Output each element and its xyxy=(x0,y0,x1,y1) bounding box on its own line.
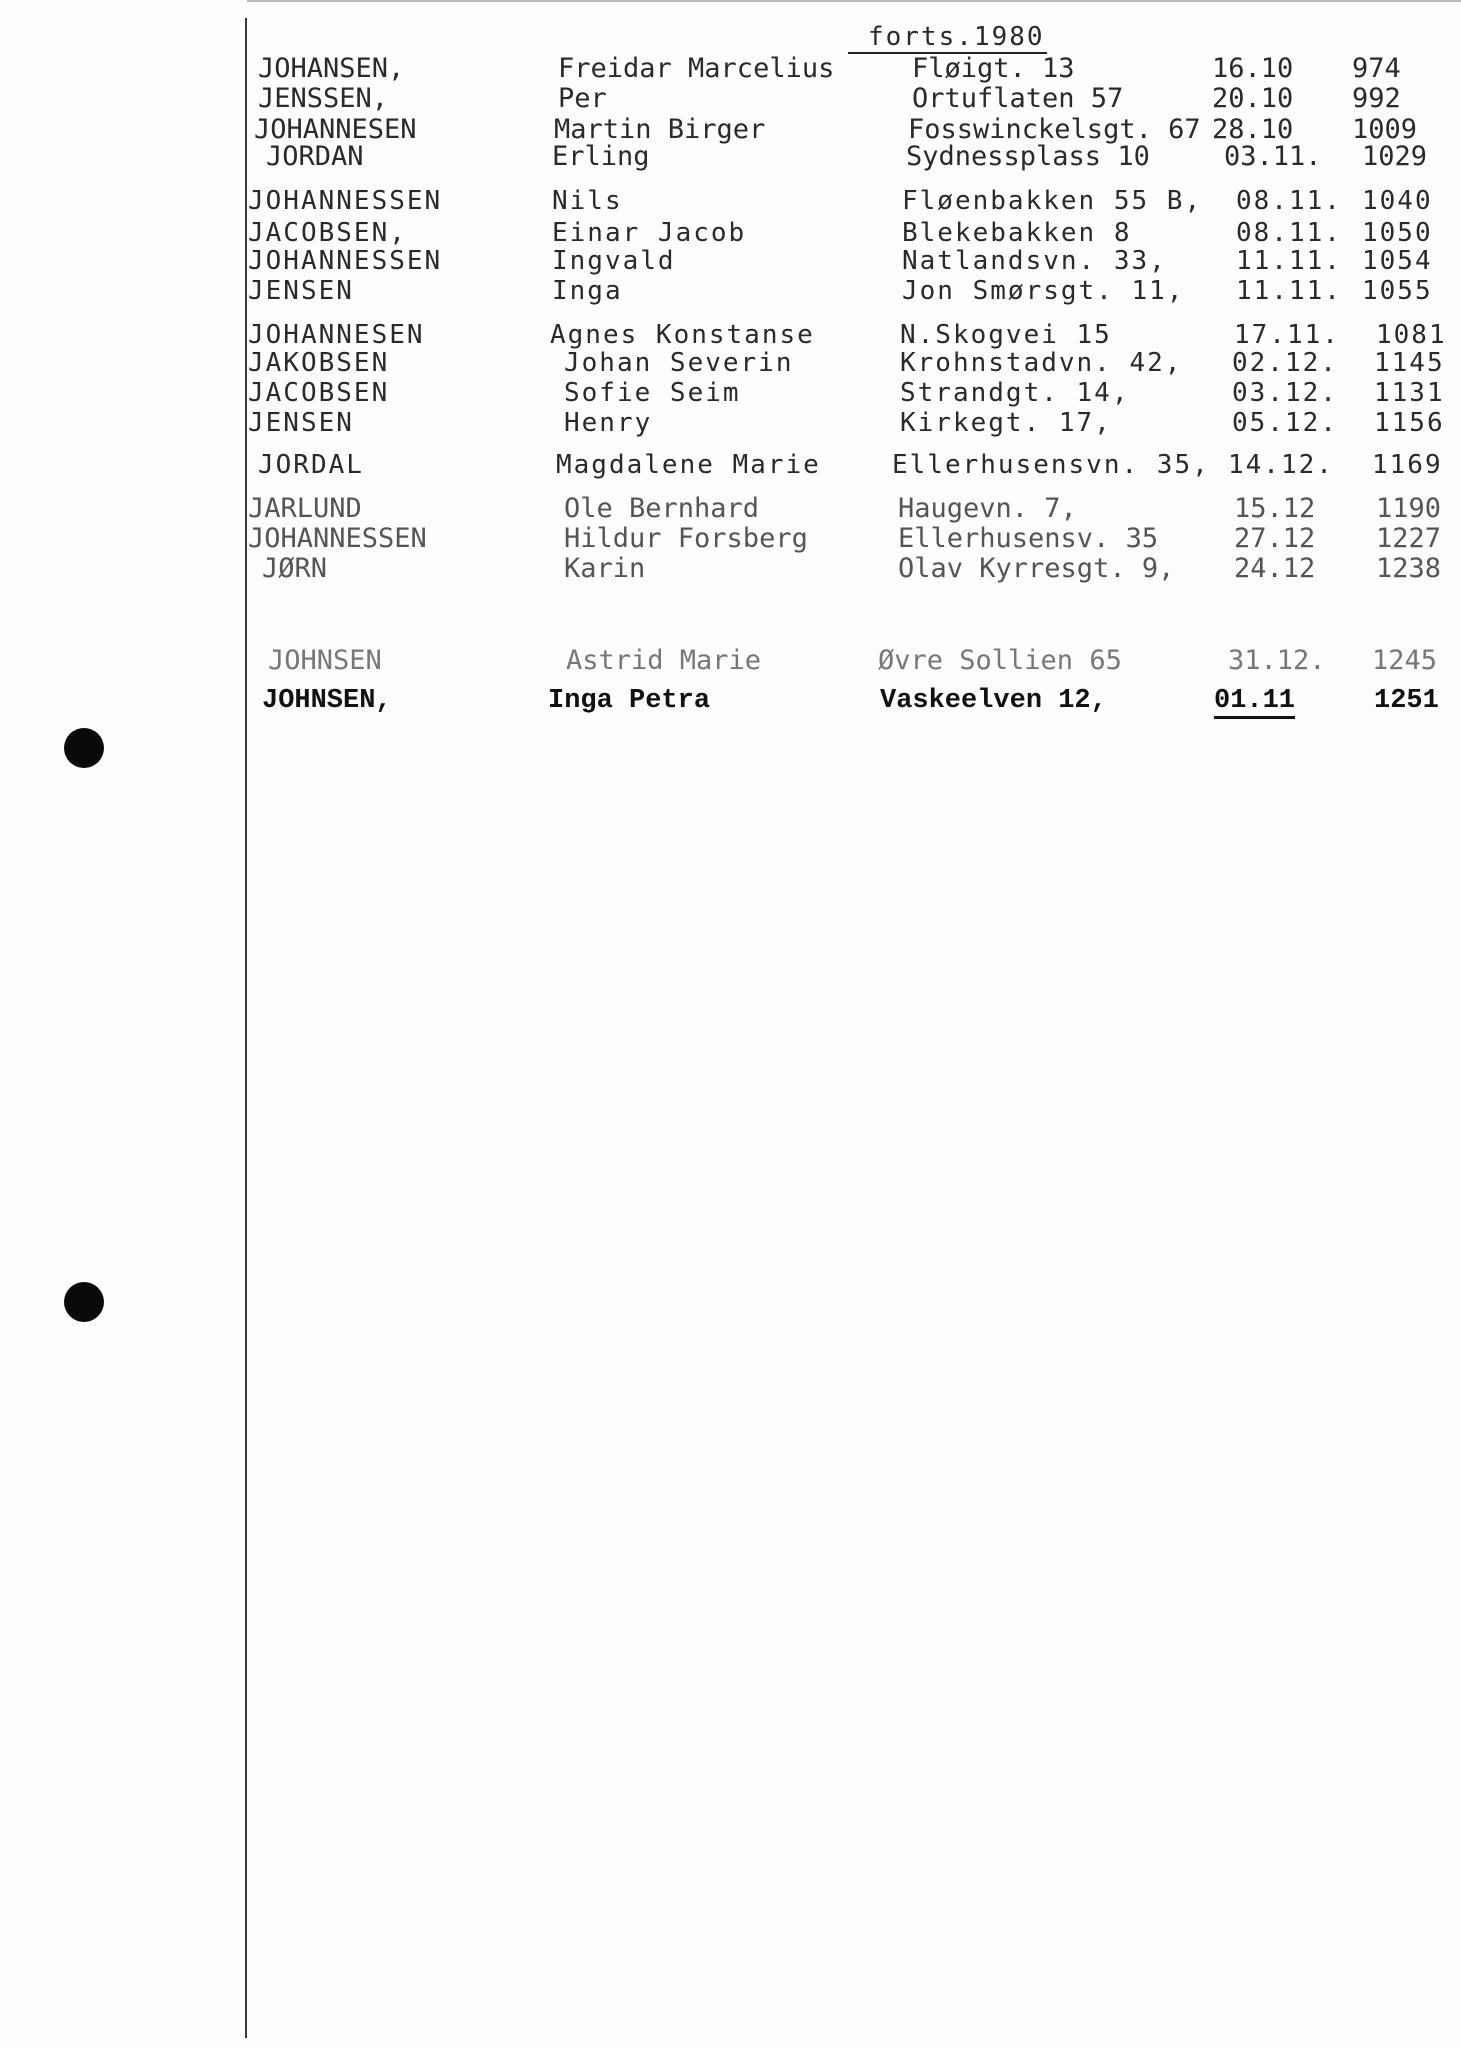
surname: JØRN xyxy=(262,553,328,584)
address: Fløenbakken 55 B, xyxy=(902,186,1203,216)
address: Ortuflaten 57 xyxy=(912,83,1124,114)
date: 11.11. xyxy=(1236,276,1342,306)
surname: JENSEN xyxy=(248,408,354,438)
address: Vaskeelven 12, xyxy=(880,686,1107,716)
punch-hole-top xyxy=(64,728,104,768)
given-name: Karin xyxy=(564,553,646,584)
page-header: forts.1980 xyxy=(848,22,1047,54)
address: Ellerhusensv. 35 xyxy=(898,523,1159,554)
entry-number: 1054 xyxy=(1362,246,1433,276)
surname: JOHANNESEN xyxy=(248,320,425,350)
address: Strandgt. 14, xyxy=(900,378,1130,408)
surname: JOHNSEN, xyxy=(262,686,392,716)
surname: JORDAL xyxy=(258,450,364,480)
register-entry xyxy=(0,276,1461,306)
date: 01.11 xyxy=(1214,686,1295,719)
surname: JACOBSEN, xyxy=(248,218,407,248)
address: Sydnessplass 10 xyxy=(906,141,1150,172)
surname: JOHANNESSEN xyxy=(248,186,443,216)
address: Kirkegt. 17, xyxy=(900,408,1112,438)
surname: JENSSEN, xyxy=(258,83,389,114)
entry-number: 1190 xyxy=(1376,493,1442,524)
date: 02.12. xyxy=(1232,348,1338,378)
date: 20.10 xyxy=(1212,83,1294,114)
address: Ellerhusensvn. 35, xyxy=(892,450,1210,480)
surname: JACOBSEN xyxy=(248,378,390,408)
given-name: Einar Jacob xyxy=(552,218,747,248)
given-name: Ole Bernhard xyxy=(564,493,760,524)
entry-number: 992 xyxy=(1352,83,1401,114)
address: Blekebakken 8 xyxy=(902,218,1132,248)
register-entry xyxy=(0,84,1461,114)
register-entry xyxy=(0,378,1461,408)
surname: JARLUND xyxy=(248,493,362,524)
register-entry xyxy=(0,408,1461,438)
surname: JORDAN xyxy=(266,141,364,172)
date: 08.11. xyxy=(1236,186,1342,216)
date: 28.10 xyxy=(1212,114,1294,145)
register-entry xyxy=(0,218,1461,248)
given-name: Nils xyxy=(552,186,623,216)
register-entry xyxy=(0,54,1461,84)
entry-number: 974 xyxy=(1352,53,1401,84)
address: Øvre Sollien 65 xyxy=(878,645,1122,676)
entry-number: 1245 xyxy=(1372,645,1438,676)
date: 14.12. xyxy=(1228,450,1334,480)
date: 16.10 xyxy=(1212,53,1294,84)
surname: JAKOBSEN xyxy=(248,348,390,378)
date: 31.12. xyxy=(1228,645,1326,676)
entry-number: 1055 xyxy=(1362,276,1433,306)
date: 08.11. xyxy=(1236,218,1342,248)
given-name: Sofie Seim xyxy=(564,378,741,408)
entry-number: 1238 xyxy=(1376,553,1442,584)
page-top-edge xyxy=(247,0,1461,2)
address: Krohnstadvn. 42, xyxy=(900,348,1183,378)
surname: JOHNSEN xyxy=(268,645,382,676)
address: Natlandsvn. 33, xyxy=(902,246,1167,276)
entry-number: 1169 xyxy=(1372,450,1443,480)
given-name: Agnes Konstanse xyxy=(550,320,815,350)
entry-number: 1227 xyxy=(1376,523,1442,554)
register-entry xyxy=(0,494,1461,524)
given-name: Ingvald xyxy=(552,246,676,276)
entry-number: 1145 xyxy=(1374,348,1445,378)
date: 17.11. xyxy=(1234,320,1340,350)
address: N.Skogvei 15 xyxy=(900,320,1112,350)
entry-number: 1050 xyxy=(1362,218,1433,248)
entry-number: 1081 xyxy=(1376,320,1447,350)
surname: JOHANNESSEN xyxy=(248,246,443,276)
surname: JOHANNESEN xyxy=(254,114,417,145)
address: Jon Smørsgt. 11, xyxy=(902,276,1185,306)
surname: JENSEN xyxy=(248,276,354,306)
address: Olav Kyrresgt. 9, xyxy=(898,553,1175,584)
date: 05.12. xyxy=(1232,408,1338,438)
date: 27.12 xyxy=(1234,523,1316,554)
register-entry xyxy=(0,246,1461,276)
given-name: Hildur Forsberg xyxy=(564,523,808,554)
entry-number: 1040 xyxy=(1362,186,1433,216)
register-entry xyxy=(0,554,1461,584)
given-name: Freidar Marcelius xyxy=(558,53,835,84)
given-name: Johan Severin xyxy=(564,348,794,378)
date: 11.11. xyxy=(1236,246,1342,276)
register-entry xyxy=(0,142,1461,172)
given-name: Per xyxy=(558,83,607,114)
register-entry xyxy=(0,646,1461,676)
surname: JOHANNESSEN xyxy=(248,523,427,554)
given-name: Martin Birger xyxy=(554,114,766,145)
given-name: Astrid Marie xyxy=(566,645,762,676)
entry-number: 1009 xyxy=(1352,114,1418,145)
register-entry xyxy=(0,320,1461,350)
address: Fosswinckelsgt. 67 xyxy=(908,114,1201,145)
register-entry xyxy=(0,186,1461,216)
register-entry xyxy=(0,686,1461,716)
register-entry xyxy=(0,348,1461,378)
entry-number: 1251 xyxy=(1374,686,1439,716)
entry-number: 1156 xyxy=(1374,408,1445,438)
given-name: Magdalene Marie xyxy=(556,450,821,480)
address: Haugevn. 7, xyxy=(898,493,1077,524)
surname: JOHANSEN, xyxy=(258,53,405,84)
entry-number: 1131 xyxy=(1374,378,1445,408)
date: 03.11. xyxy=(1224,141,1322,172)
date: 03.12. xyxy=(1232,378,1338,408)
date: 24.12 xyxy=(1234,553,1316,584)
given-name: Henry xyxy=(564,408,653,438)
address: Fløigt. 13 xyxy=(912,53,1075,84)
given-name: Inga xyxy=(552,276,623,306)
punch-hole-bottom xyxy=(64,1282,104,1322)
date: 15.12 xyxy=(1234,493,1316,524)
register-entry xyxy=(0,450,1461,480)
entry-number: 1029 xyxy=(1362,141,1428,172)
given-name: Erling xyxy=(552,141,650,172)
given-name: Inga Petra xyxy=(548,686,711,716)
register-entry xyxy=(0,524,1461,554)
